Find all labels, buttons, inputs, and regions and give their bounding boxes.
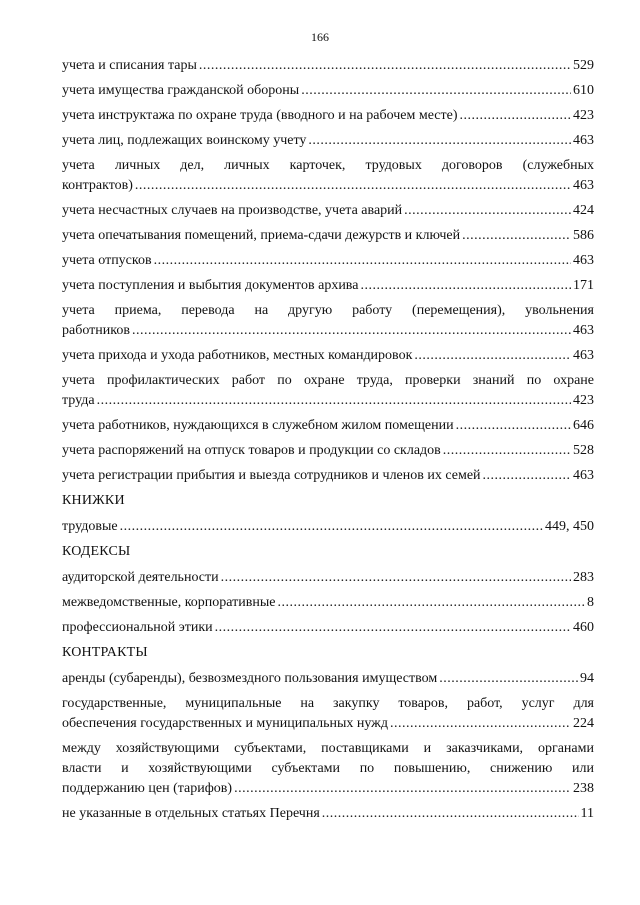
dot-leader [132,321,571,341]
index-entry [62,81,594,101]
entry-pages: 8 [587,595,594,610]
dot-leader [462,226,571,246]
index-entry [62,301,594,341]
entry-pages: 423 [573,108,594,123]
entry-text: учета работников, нуждающихся в служебном жилом помещении [62,418,454,433]
dot-leader [439,669,578,689]
entry-text-line: учета личных дел, личных карточек, трудовых договоров (служебных [62,158,594,173]
index-entry [62,276,594,296]
dot-leader [135,176,571,196]
section-heading: КНИЖКИ [62,493,125,508]
entry-pages: 463 [573,468,594,483]
entry-pages: 646 [573,418,594,433]
entry-pages: 424 [573,203,594,218]
index-entry [62,201,594,221]
index-entry [62,466,594,486]
entry-text: аренды (субаренды), безвозмездного пользования имуществом [62,671,438,686]
entry-text-line: учета приема, перевода на другую работу (перемещения), увольнения [62,303,594,318]
dot-leader [120,517,543,537]
dot-leader [322,804,579,824]
page-number: 166 [311,30,329,44]
dot-leader [221,568,571,588]
entry-text: аудиторской деятельности [62,570,219,585]
dot-leader [154,251,571,271]
entry-text: учета регистрации прибытия и выезда сотрудников и членов их семей [62,468,481,483]
dot-leader [199,56,571,76]
entry-text-line: учета профилактических работ по охране труда, проверки знаний по охране [62,373,594,388]
index-entry [62,251,594,271]
entry-pages: 449, 450 [545,519,594,534]
index-content [62,56,594,829]
entry-text-line: государственные, муниципальные на закупку товаров, работ, услуг для [62,696,594,711]
entry-text: работников [62,323,130,338]
entry-pages: 224 [573,716,594,731]
index-entry [62,131,594,151]
entry-text: учета отпусков [62,253,152,268]
entry-text: профессиональной этики [62,620,213,635]
index-entry [62,156,594,196]
entry-text: учета несчастных случаев на производстве, учета аварий [62,203,403,218]
entry-text: трудовые [62,519,118,534]
entry-text: учета поступления и выбытия документов архива [62,278,359,293]
index-entry [62,568,594,588]
entry-pages: 528 [573,443,594,458]
entry-pages: 463 [573,253,594,268]
entry-pages: 463 [573,348,594,363]
entry-pages: 460 [573,620,594,635]
dot-leader [97,391,571,411]
entry-pages: 463 [573,178,594,193]
entry-text: учета имущества гражданской обороны [62,83,300,98]
dot-leader [460,106,572,126]
entry-text: учета распоряжений на отпуск товаров и продукции со складов [62,443,441,458]
entry-text: труда [62,393,95,408]
entry-text: поддержанию цен (тарифов) [62,781,233,796]
dot-leader [443,441,571,461]
entry-text-line: между хозяйствующими субъектами, поставщиками и заказчиками, органами [62,741,594,756]
entry-text: межведомственные, корпоративные [62,595,276,610]
index-entry [62,416,594,436]
dot-leader [360,276,571,296]
entry-pages: 463 [573,323,594,338]
entry-pages: 586 [573,228,594,243]
entry-pages: 423 [573,393,594,408]
dot-leader [301,81,571,101]
dot-leader [414,346,571,366]
dot-leader [277,593,585,613]
index-entry [62,226,594,246]
entry-text: обеспечения государственных и муниципальных нужд [62,716,388,731]
entry-text: учета лиц, подлежащих воинскому учету [62,133,307,148]
entry-pages: 529 [573,58,594,73]
index-entry [62,618,594,638]
index-entry [62,739,594,799]
index-entry [62,371,594,411]
index-entry [62,694,594,734]
entry-text-line: власти и хозяйствующими субъектами по повышению, снижению или [62,761,594,776]
entry-pages: 463 [573,133,594,148]
entry-pages: 94 [580,671,594,686]
dot-leader [456,416,571,436]
entry-text: учета инструктажа по охране труда (вводного и на рабочем месте) [62,108,458,123]
dot-leader [404,201,571,221]
index-entry [62,346,594,366]
dot-leader [234,779,571,799]
index-entry [62,517,594,537]
dot-leader [483,466,571,486]
section-heading: КОДЕКСЫ [62,544,131,559]
index-entry [62,804,594,824]
entry-pages: 610 [573,83,594,98]
entry-pages: 11 [580,806,594,821]
index-entry [62,106,594,126]
entry-text: учета прихода и ухода работников, местных командировок [62,348,413,363]
index-entry [62,669,594,689]
entry-text: учета и списания тары [62,58,197,73]
dot-leader [390,714,571,734]
index-entry [62,593,594,613]
dot-leader [308,131,571,151]
entry-pages: 238 [573,781,594,796]
section-heading: КОНТРАКТЫ [62,645,148,660]
entry-text: учета опечатывания помещений, приема-сдачи дежурств и ключей [62,228,461,243]
index-entry [62,441,594,461]
entry-text: контрактов) [62,178,133,193]
entry-pages: 171 [573,278,594,293]
dot-leader [215,618,571,638]
entry-text: не указанные в отдельных статьях Перечня [62,806,320,821]
index-entry [62,56,594,76]
entry-pages: 283 [573,570,594,585]
